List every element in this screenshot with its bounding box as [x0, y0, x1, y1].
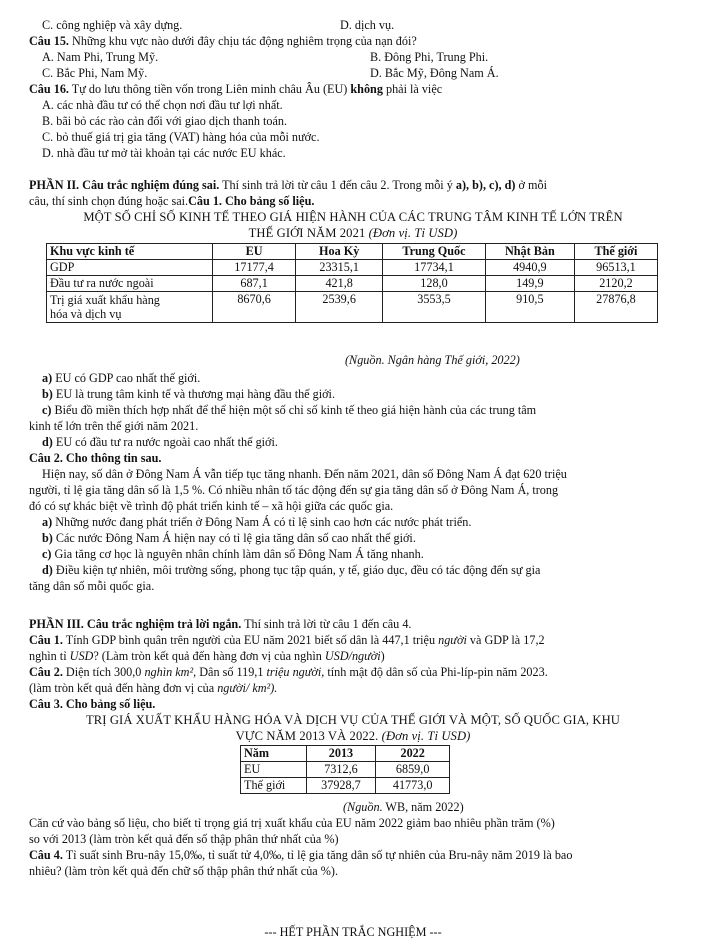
part3-heading: PHẦN III. Câu trắc nghiệm trả lời ngắn.	[29, 617, 242, 631]
table-cell: 41773,0	[376, 778, 450, 794]
q16-negation: không	[350, 82, 383, 96]
q-text-italic: nghìn km²,	[144, 665, 197, 679]
q15-option-d: D. Bắc Mỹ, Đông Nam Á.	[370, 66, 499, 80]
q15-text: Những khu vực nào dưới đây chịu tác động nghiêm trọng của nạn đói?	[68, 34, 417, 48]
table2-title-line1: TRỊ GIÁ XUẤT KHẨU HÀNG HÓA VÀ DỊCH VỤ CỦA THẾ GIỚI VÀ MỘT, SỐ QUỐC GIA, KHU	[86, 713, 620, 727]
p3-q1-line1	[29, 633, 545, 647]
table-header-row	[47, 244, 658, 260]
q14-option-c: C. công nghiệp và xây dựng.	[42, 18, 183, 32]
table-cell: 6859,0	[376, 762, 450, 778]
q-text: Tỉ suất sinh Bru-nây 15,0‰, tỉ suất tử 4,0‰, tỉ lệ gia tăng dân số tự nhiên của Bru-nây năm 2019 là bao	[62, 848, 573, 862]
item-letter: d)	[42, 563, 53, 577]
part2-heading-line	[29, 178, 547, 192]
p3-q3-line1: Căn cứ vào bảng số liệu, cho biết tỉ trọng giá trị xuất khẩu của EU năm 2022 giảm bao nhiêu phần trăm (%)	[29, 816, 555, 830]
table-cell: 23315,1	[296, 260, 383, 276]
item-letter: b)	[42, 531, 53, 545]
table-cell: 7312,6	[306, 762, 376, 778]
table2-unit: (Đơn vị. Tỉ USD)	[381, 729, 471, 743]
item-letter: a)	[42, 515, 53, 529]
q16-option-a: A. các nhà đầu tư có thể chọn nơi đầu tư lợi nhất.	[42, 98, 283, 112]
table-cell-line: hóa và dịch vụ	[50, 307, 122, 321]
table1-title-year: THẾ GIỚI NĂM 2021	[248, 226, 369, 240]
economic-indicators-table	[46, 243, 658, 323]
q-text: tính mật độ dân số của Phi-líp-pin năm 2023.	[324, 665, 548, 679]
q-text: Tính GDP bình quân trên người của EU năm 2021 biết số dân là 447,1 triệu	[62, 633, 439, 647]
q16-option-b: B. bãi bỏ các rào cản đối với giao dịch thanh toán.	[42, 114, 288, 128]
table-cell: 4940,9	[485, 260, 574, 276]
table-cell: 2539,6	[296, 292, 383, 323]
table-row	[47, 276, 658, 292]
q-text: )	[380, 649, 385, 663]
table-cell: 149,9	[485, 276, 574, 292]
s2-item-d-cont: tăng dân số mỗi quốc gia.	[29, 579, 155, 593]
source-label: (Nguồn.	[343, 800, 383, 814]
table-cell: Thế giới	[241, 778, 307, 794]
table-cell: EU	[241, 762, 307, 778]
table-cell: 17177,4	[213, 260, 296, 276]
q16-stem	[29, 82, 442, 96]
item-letter: b)	[42, 387, 53, 401]
part3-heading-line	[29, 617, 411, 631]
q-text: Dân số 119,1	[196, 665, 267, 679]
table2-source	[343, 800, 464, 814]
s2-item-c	[42, 547, 424, 561]
table-row	[241, 778, 450, 794]
s1-item-a	[42, 371, 200, 385]
q15-label: Câu 15.	[29, 34, 69, 48]
item-text: Các nước Đông Nam Á hiện nay có tỉ lệ gia tăng dân số cao nhất thế giới.	[52, 531, 416, 545]
s1-item-c	[42, 403, 536, 417]
item-text: EU là trung tâm kinh tế và thương mại hàng đầu thế giới.	[52, 387, 335, 401]
q16-label: Câu 16.	[29, 82, 69, 96]
p3-q4-label: Câu 4.	[29, 848, 63, 862]
item-text: EU có GDP cao nhất thế giới.	[52, 371, 201, 385]
s2-item-a	[42, 515, 471, 529]
q-text: nghìn tỉ	[29, 649, 70, 663]
export-value-table	[240, 745, 450, 794]
q-text: ? (Làm tròn kết quả đến hàng đơn vị của nghìn	[93, 649, 325, 663]
p3-q1-label: Câu 1.	[29, 633, 63, 647]
table-cell: 96513,1	[574, 260, 657, 276]
q-text-italic: người/ km²).	[217, 681, 278, 695]
table-cell: 128,0	[383, 276, 486, 292]
part2-intro-line2	[29, 194, 314, 208]
table-cell: 17734,1	[383, 260, 486, 276]
q14-option-d: D. dịch vụ.	[340, 18, 395, 32]
table-cell: 910,5	[485, 292, 574, 323]
table1-title-line2	[0, 226, 706, 241]
part3-intro: Thí sinh trả lời từ câu 1 đến câu 4.	[241, 617, 412, 631]
table-cell	[47, 292, 213, 323]
q-text-italic: triệu người,	[266, 665, 325, 679]
item-text: Điều kiện tự nhiên, môi trường sống, phong tục tập quán, y tế, giáo dục, đều có tác động đến sự gia	[52, 563, 541, 577]
q-text-italic: người	[438, 633, 467, 647]
part2-heading: PHẦN II. Câu trắc nghiệm đúng sai.	[29, 178, 220, 192]
table-row	[47, 292, 658, 323]
s1-item-c-cont: kinh tế lớn trên thế giới năm 2021.	[29, 419, 199, 433]
table-header-cell: Trung Quốc	[383, 244, 486, 260]
table-cell-line: Trị giá xuất khẩu hàng	[50, 292, 160, 307]
item-text: EU có đầu tư ra nước ngoài cao nhất thế giới.	[52, 435, 278, 449]
q15-stem	[29, 34, 417, 48]
table-cell: 27876,8	[574, 292, 657, 323]
table-cell: 3553,5	[383, 292, 486, 323]
table-row	[241, 762, 450, 778]
table2-title-line2	[0, 729, 706, 744]
q2-paragraph-line1: Hiện nay, số dân ở Đông Nam Á vẫn tiếp tục tăng nhanh. Đến năm 2021, dân số Đông Nam Á đạt 620 triệu	[42, 467, 567, 481]
p3-q4-line2: nhiêu? (làm tròn kết quả đến chữ số thập phân thứ nhất của %).	[29, 864, 339, 878]
p3-q4-line1	[29, 848, 572, 862]
q2-paragraph-line3: đó có sự khác biệt về trình độ phát triển kinh tế – xã hội giữa các quốc gia.	[29, 499, 394, 513]
q-text: và GDP là 17,2	[466, 633, 545, 647]
q15-option-b: B. Đông Phi, Trung Phi.	[370, 50, 489, 64]
table-cell: 2120,2	[574, 276, 657, 292]
q-text: (làm tròn kết quả đến hàng đơn vị của	[29, 681, 218, 695]
q-text: Diện tích 300,0	[62, 665, 145, 679]
p3-q3-label: Câu 3. Cho bảng số liệu.	[29, 697, 156, 711]
item-letter: a)	[42, 371, 53, 385]
table-row	[47, 260, 658, 276]
table-cell: 687,1	[213, 276, 296, 292]
item-letter: c)	[42, 547, 52, 561]
item-text: Gia tăng cơ học là nguyên nhân chính làm dân số Đông Nam Á tăng nhanh.	[51, 547, 424, 561]
q15-option-a: A. Nam Phi, Trung Mỹ.	[42, 50, 159, 64]
p3-q2-label: Câu 2.	[29, 665, 63, 679]
s1-item-b	[42, 387, 335, 401]
part2-q2-label: Câu 2. Cho thông tin sau.	[29, 451, 162, 465]
table-header-cell: 2013	[306, 746, 376, 762]
p3-q2-line1	[29, 665, 548, 679]
q16-option-c: C. bỏ thuế giá trị gia tăng (VAT) hàng hóa của mỗi nước.	[42, 130, 320, 144]
part2-intro: Thí sinh trả lời từ câu 1 đến câu 2. Trong mỗi ý	[219, 178, 456, 192]
table-header-cell: Thế giới	[574, 244, 657, 260]
table-cell: 8670,6	[213, 292, 296, 323]
item-letter: d)	[42, 435, 53, 449]
table-header-cell: Hoa Kỳ	[296, 244, 383, 260]
item-letter: c)	[42, 403, 52, 417]
table-cell: Đầu tư ra nước ngoài	[47, 276, 213, 292]
table-header-cell: EU	[213, 244, 296, 260]
part2-q1-label: Câu 1. Cho bảng số liệu.	[188, 194, 315, 208]
table-header-cell: Khu vực kinh tế	[47, 244, 213, 260]
table-cell: 37928,7	[306, 778, 376, 794]
source-text: WB, năm 2022)	[382, 800, 464, 814]
table1-source: (Nguồn. Ngân hàng Thế giới, 2022)	[345, 353, 520, 367]
table-header-cell: Nhật Bản	[485, 244, 574, 260]
item-text: Biểu đồ miền thích hợp nhất để thể hiện một số chỉ số kinh tế theo giá hiện hành của các trung tâm	[51, 403, 537, 417]
part2-intro-end: ở mỗi	[515, 178, 547, 192]
table-header-cell: Năm	[241, 746, 307, 762]
table2-title-year: VỰC NĂM 2013 VÀ 2022.	[235, 729, 382, 743]
table-header-row	[241, 746, 450, 762]
q2-paragraph-line2: người, tỉ lệ gia tăng dân số là 1,5 %. Có nhiều nhân tố tác động đến sự gia tăng dân số ở Đông Nam Á, trong	[29, 483, 559, 497]
p3-q2-line2	[29, 681, 277, 695]
table-header-cell: 2022	[376, 746, 450, 762]
part2-options: a), b), c), d)	[455, 178, 516, 192]
p3-q1-line2	[29, 649, 385, 663]
table-cell: 421,8	[296, 276, 383, 292]
p3-q3-line2: so với 2013 (làm tròn kết quả đến số thập phân thứ nhất của %)	[29, 832, 339, 846]
item-text: Những nước đang phát triển ở Đông Nam Á có tỉ lệ sinh cao hơn các nước phát triển.	[52, 515, 472, 529]
s2-item-b	[42, 531, 416, 545]
q16-text: Tự do lưu thông tiền vốn trong Liên minh châu Âu (EU)	[68, 82, 351, 96]
s2-item-d	[42, 563, 540, 577]
q15-option-c: C. Bắc Phi, Nam Mỹ.	[42, 66, 148, 80]
q16-option-d: D. nhà đầu tư mở tài khoản tại các nước EU khác.	[42, 146, 286, 160]
q-text-italic: USD/người	[324, 649, 381, 663]
s1-item-d	[42, 435, 278, 449]
table1-unit: (Đơn vị. Tỉ USD)	[368, 226, 458, 240]
end-of-section-footer: --- HẾT PHẦN TRẮC NGHIỆM ---	[264, 925, 442, 939]
q-text-italic: USD	[69, 649, 94, 663]
table-cell: GDP	[47, 260, 213, 276]
part2-intro-text: câu, thí sinh chọn đúng hoặc sai.	[29, 194, 189, 208]
table1-title-line1: MỘT SỐ CHỈ SỐ KINH TẾ THEO GIÁ HIỆN HÀNH CỦA CÁC TRUNG TÂM KINH TẾ LỚN TRÊN	[83, 210, 623, 224]
q16-text-end: phải là việc	[382, 82, 443, 96]
